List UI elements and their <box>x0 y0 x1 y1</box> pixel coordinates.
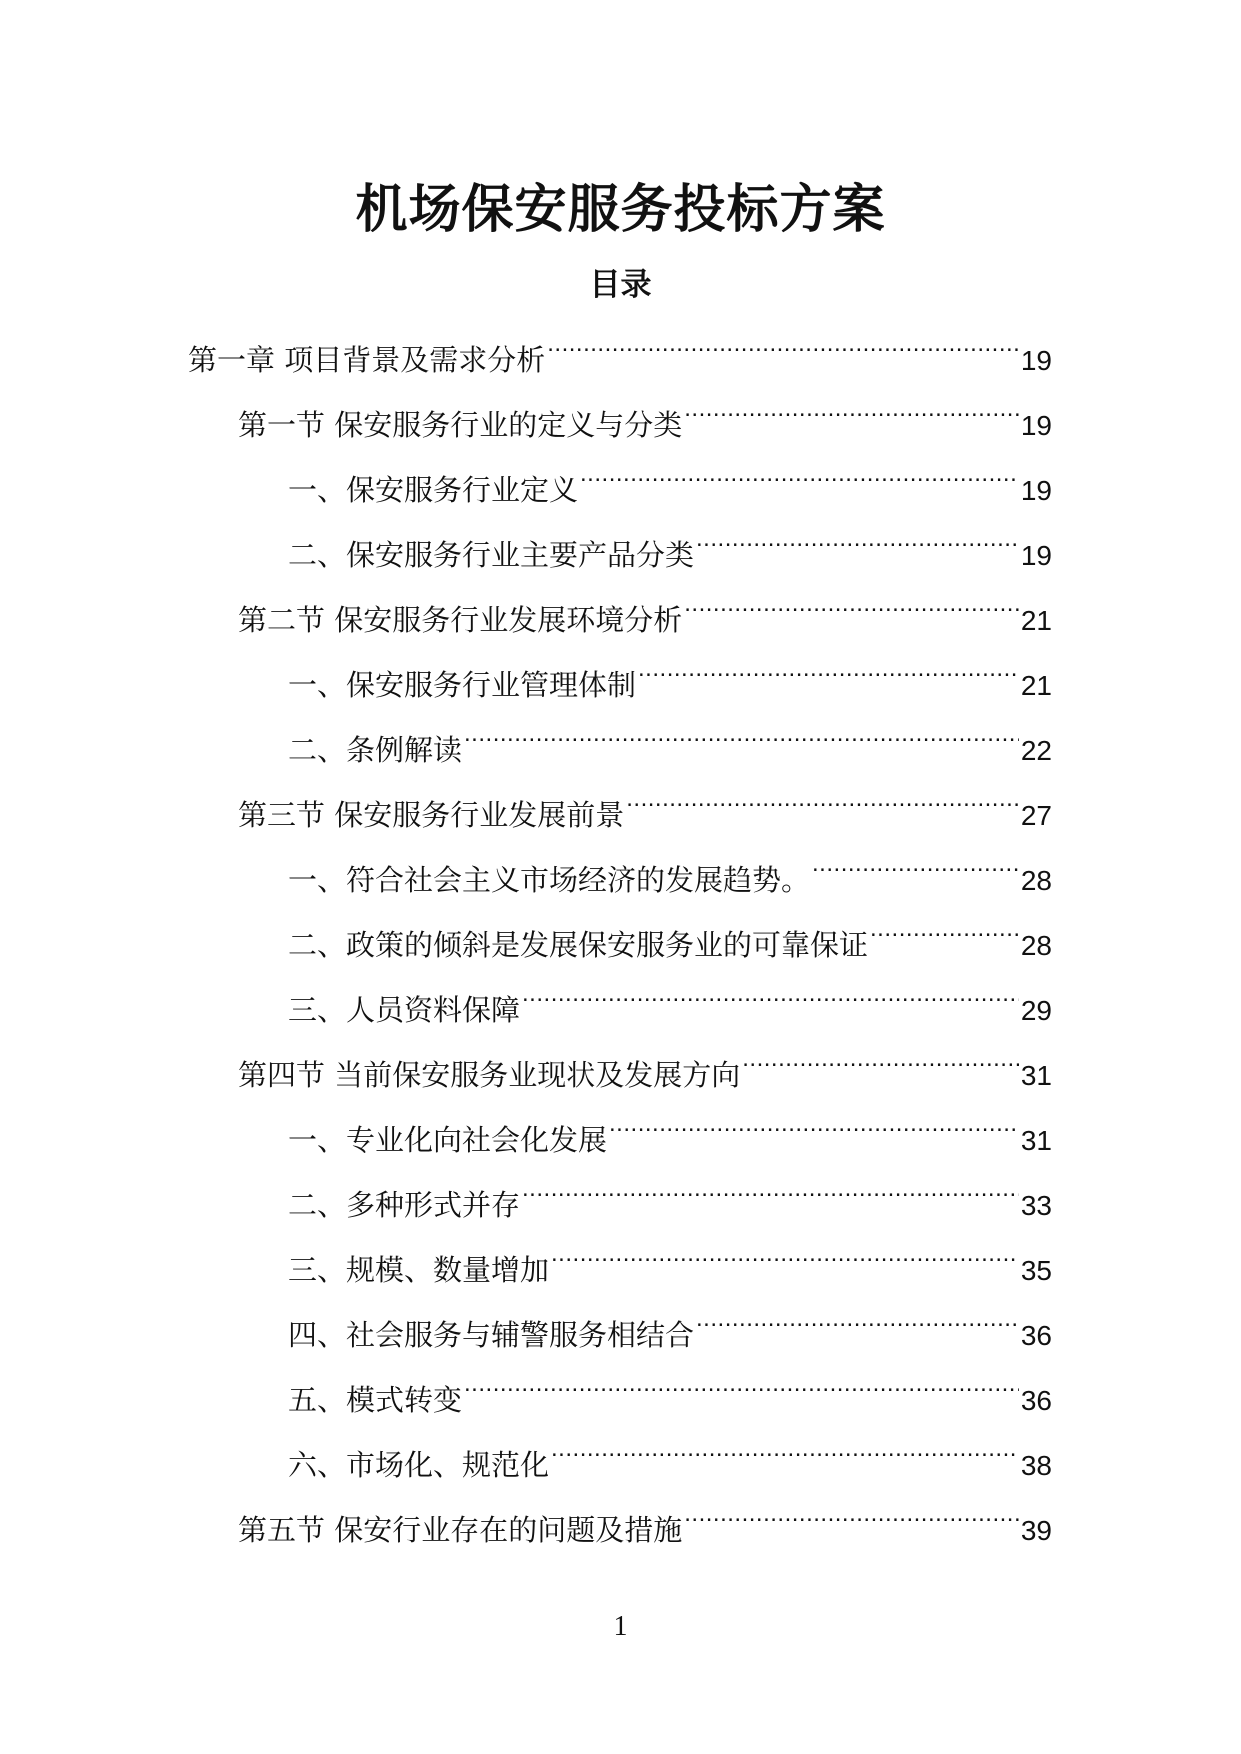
toc-entry-title: 一、符合社会主义市场经济的发展趋势。 <box>288 863 811 897</box>
toc-entry[interactable] <box>0 525 1241 590</box>
toc-entry[interactable] <box>0 655 1241 720</box>
toc-entry-title: 三、人员资料保障 <box>288 993 521 1027</box>
toc-entry-title: 二、政策的倾斜是发展保安服务业的可靠保证 <box>288 928 869 962</box>
toc-entry-title: 第一节 保安服务行业的定义与分类 <box>238 408 683 442</box>
toc-entry-title: 第三节 保安服务行业发展前景 <box>238 798 625 832</box>
toc-entry-page: 28 <box>1020 865 1052 896</box>
toc-entry-title: 六、市场化、规范化 <box>288 1448 550 1482</box>
toc-dot-leader <box>464 720 1019 760</box>
toc-entry-page: 38 <box>1020 1450 1052 1481</box>
toc-entry-page: 35 <box>1020 1255 1052 1286</box>
toc-entry-title: 二、多种形式并存 <box>288 1188 521 1222</box>
toc-entry-page: 36 <box>1020 1320 1052 1351</box>
toc-dot-leader <box>742 1045 1019 1085</box>
document-title: 机场保安服务投标方案 <box>355 180 886 240</box>
toc-entry[interactable] <box>0 850 1241 915</box>
toc-entry-title: 二、条例解读 <box>288 733 463 767</box>
toc-entry[interactable] <box>0 1240 1241 1305</box>
toc-entry[interactable] <box>0 980 1241 1045</box>
toc-entry-page: 19 <box>1020 540 1052 571</box>
toc-entry-page: 33 <box>1020 1190 1052 1221</box>
toc-entry-title: 一、专业化向社会化发展 <box>288 1123 608 1157</box>
toc-entry-page: 27 <box>1020 800 1052 831</box>
page-number: 1 <box>613 1611 628 1642</box>
toc-dot-leader <box>580 460 1019 500</box>
toc-entry-title: 四、社会服务与辅警服务相结合 <box>288 1318 695 1352</box>
toc-entry-title: 一、保安服务行业定义 <box>288 473 579 507</box>
toc-entry-title: 一、保安服务行业管理体制 <box>288 668 637 702</box>
toc-dot-leader <box>696 1305 1019 1345</box>
toc-dot-leader <box>684 590 1019 630</box>
toc-dot-leader <box>551 1435 1019 1475</box>
toc-entry-title: 三、规模、数量增加 <box>288 1253 550 1287</box>
toc-entry-page: 22 <box>1020 735 1052 766</box>
toc-dot-leader <box>684 395 1019 435</box>
toc-dot-leader <box>638 655 1019 695</box>
toc-dot-leader <box>609 1110 1019 1150</box>
toc-entry-page: 21 <box>1020 670 1052 701</box>
toc-entry[interactable] <box>0 785 1241 850</box>
toc-entry[interactable] <box>0 590 1241 655</box>
toc-entry[interactable] <box>0 1175 1241 1240</box>
toc-entry-page: 29 <box>1020 995 1052 1026</box>
toc-dot-leader <box>522 1175 1019 1215</box>
toc-entry[interactable] <box>0 460 1241 525</box>
toc-entry-title: 第五节 保安行业存在的问题及措施 <box>238 1513 683 1547</box>
toc-entry[interactable] <box>0 1435 1241 1500</box>
toc-dot-leader <box>696 525 1019 565</box>
toc-entry[interactable] <box>0 1305 1241 1370</box>
toc-dot-leader <box>547 330 1019 370</box>
toc-dot-leader <box>464 1370 1019 1410</box>
toc-entry-title: 第一章 项目背景及需求分析 <box>188 343 546 377</box>
toc-entry[interactable] <box>0 395 1241 460</box>
toc-entry[interactable] <box>0 915 1241 980</box>
toc-entry-page: 21 <box>1020 605 1052 636</box>
toc-dot-leader <box>551 1240 1019 1280</box>
toc-dot-leader <box>684 1500 1019 1540</box>
toc-entry-title: 五、模式转变 <box>288 1383 463 1417</box>
toc-entry[interactable] <box>0 1500 1241 1565</box>
toc-dot-leader <box>870 915 1019 955</box>
toc-dot-leader <box>812 850 1019 890</box>
toc-entry-title: 二、保安服务行业主要产品分类 <box>288 538 695 572</box>
toc-entry[interactable] <box>0 1370 1241 1435</box>
toc-entry-title: 第二节 保安服务行业发展环境分析 <box>238 603 683 637</box>
toc-entry-page: 31 <box>1020 1125 1052 1156</box>
toc-entry-page: 19 <box>1020 345 1052 376</box>
toc-entry-page: 36 <box>1020 1385 1052 1416</box>
toc-entry-page: 39 <box>1020 1515 1052 1546</box>
toc-entry-page: 28 <box>1020 930 1052 961</box>
toc-entry[interactable] <box>0 720 1241 785</box>
toc-entry[interactable] <box>0 330 1241 395</box>
toc-dot-leader <box>626 785 1019 825</box>
toc-heading: 目录 <box>589 267 652 303</box>
table-of-contents <box>0 330 1241 1565</box>
toc-entry-page: 19 <box>1020 410 1052 441</box>
toc-entry-page: 19 <box>1020 475 1052 506</box>
toc-dot-leader <box>522 980 1019 1020</box>
toc-entry-page: 31 <box>1020 1060 1052 1091</box>
toc-entry[interactable] <box>0 1110 1241 1175</box>
toc-entry-title: 第四节 当前保安服务业现状及发展方向 <box>238 1058 741 1092</box>
toc-entry[interactable] <box>0 1045 1241 1110</box>
